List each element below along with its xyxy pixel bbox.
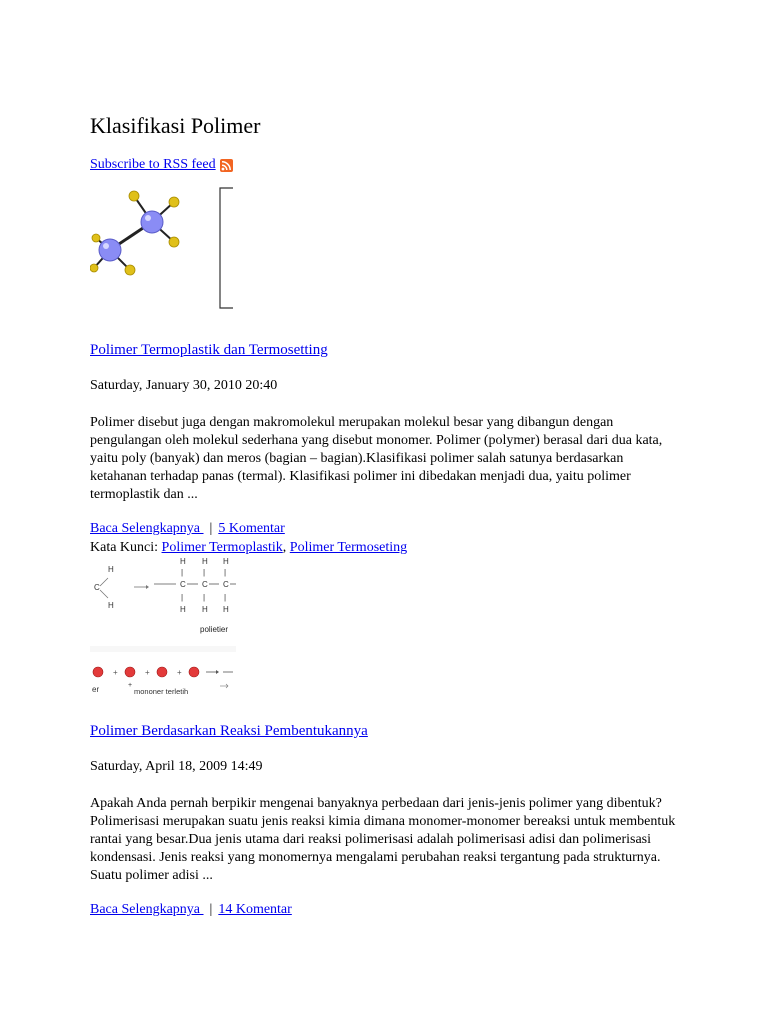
bond-label: | xyxy=(224,593,227,602)
comments-link[interactable]: 14 Komentar xyxy=(218,902,292,917)
post-excerpt: Polimer disebut juga dengan makromolekul merupakan molekul besar yang dibangun dengan pengulangan oleh molekul sederhana yang disebut monomer. Polimer (polymer) berasal dari dua kata, yaitu poly (banyak) dan meros (bagian – bagian).Klasifikasi polimer salah satunya berdasarkan ketahanan terhadap panas (termal). Klasifikasi polimer ini dibedakan menjadi dua, yaitu polimer termoplastik dan ... xyxy=(90,415,663,502)
bond-label: | xyxy=(181,568,184,577)
rss-subscribe-link[interactable]: Subscribe to RSS feed xyxy=(90,157,216,172)
keyword-link[interactable]: Polimer Termoseting xyxy=(289,540,408,555)
comments-link[interactable]: 5 Komentar xyxy=(218,521,285,536)
post-title xyxy=(90,721,368,741)
atom-h-label: H xyxy=(108,601,114,610)
keywords-label: Kata Kunci: xyxy=(90,540,162,555)
product-label: polietier xyxy=(200,625,229,634)
post-title-link[interactable]: Polimer Termoplastik dan Termosetting xyxy=(90,342,328,358)
atom-h-label: H xyxy=(108,565,114,574)
svg-text:+: + xyxy=(145,668,150,677)
keyword-separator: , xyxy=(282,540,290,555)
post-title-link[interactable]: Polimer Berdasarkan Reaksi Pembentukannya xyxy=(90,723,368,739)
bond-label: | xyxy=(203,568,206,577)
rss-icon[interactable] xyxy=(220,159,233,172)
atom-h-label: H xyxy=(202,557,208,566)
atom-h-label: H xyxy=(180,557,186,566)
post-date: Saturday, April 18, 2009 14:49 xyxy=(90,759,263,774)
rss-subscribe xyxy=(90,156,233,174)
svg-text:+: + xyxy=(128,682,133,689)
monomer-label: mononer terletih xyxy=(134,687,189,696)
read-more-link[interactable]: Baca Selengkapnya xyxy=(90,521,204,536)
atom-c-label: C xyxy=(94,583,100,592)
atom-h-label: H xyxy=(202,605,208,614)
page-title: Klasifikasi Polimer xyxy=(90,113,261,138)
atom-c-label: C xyxy=(223,580,229,589)
reactant-label: er xyxy=(92,685,100,694)
post-actions xyxy=(90,901,292,919)
atom-c-label: C xyxy=(180,580,186,589)
post-keywords xyxy=(90,539,407,557)
post-title xyxy=(90,340,328,360)
svg-text:+: + xyxy=(177,668,182,677)
polymer-reaction-thumbnail[interactable] xyxy=(90,556,236,698)
atom-h-label: H xyxy=(223,557,229,566)
separator: | xyxy=(209,902,213,917)
post-actions xyxy=(90,520,285,538)
atom-h-label: H xyxy=(180,605,186,614)
keyword-link[interactable]: Polimer Termoplastik xyxy=(161,540,283,555)
atom-h-label: H xyxy=(223,605,229,614)
post-date: Saturday, January 30, 2010 20:40 xyxy=(90,378,278,393)
bond-label: | xyxy=(181,593,184,602)
atom-c-label: C xyxy=(202,580,208,589)
svg-text:+: + xyxy=(113,668,118,677)
bond-label: | xyxy=(203,593,206,602)
molecule-thumbnail[interactable] xyxy=(90,182,236,322)
bond-label: | xyxy=(224,568,227,577)
read-more-link[interactable]: Baca Selengkapnya xyxy=(90,902,204,917)
post-excerpt: Apakah Anda pernah berpikir mengenai banyaknya perbedaan dari jenis-jenis polimer yang dibentuk? Polimerisasi merupakan suatu jenis reaksi kimia dimana monomer-monomer bereaksi untuk membentuk rantai yang besar.Dua jenis utama dari reaksi polimerisasi adalah polimerisasi adisi dan polimerisasi kondensasi. Jenis reaksi yang monomernya mengalami perubahan reaksi tergantung pada strukturnya. Suatu polimer adisi ... xyxy=(90,796,676,883)
separator: | xyxy=(209,521,213,536)
